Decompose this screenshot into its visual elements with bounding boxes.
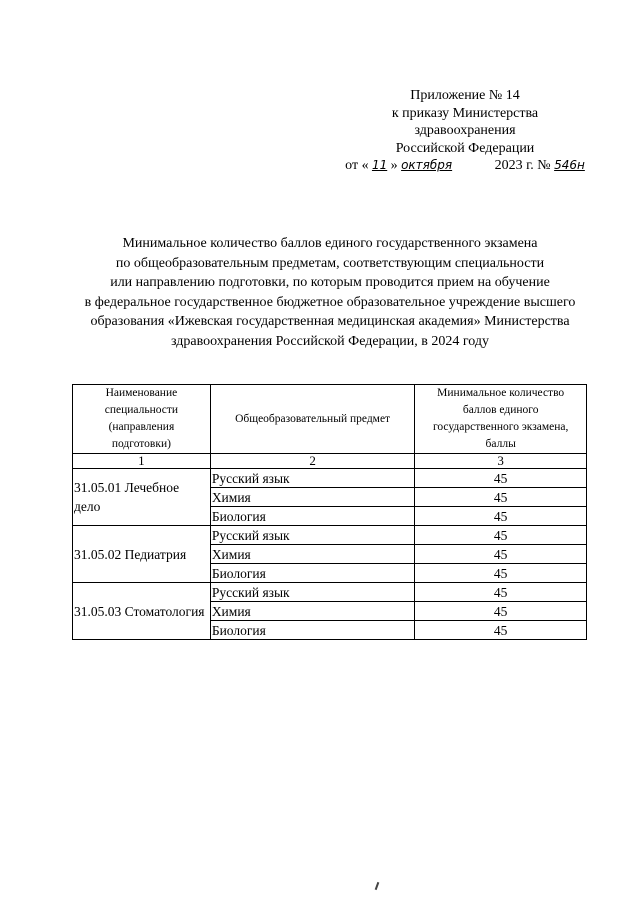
table-row — [73, 526, 587, 545]
score-cell: 45 — [415, 469, 587, 488]
subject-cell: Биология — [210, 621, 415, 640]
score-cell: 45 — [415, 621, 587, 640]
subject-cell: Химия — [210, 602, 415, 621]
title-line: в федеральное государственное бюджетное образовательное учреждение высшего — [84, 294, 576, 310]
title-line: по общеобразовательным предметам, соответствующим специальности — [115, 255, 545, 271]
header-specialty: Наименование специальности (направления подготовки) — [73, 385, 211, 454]
subject-cell: Русский язык — [210, 583, 415, 602]
score-cell: 45 — [415, 545, 587, 564]
title-line: здравоохранения Российской Федерации, в 2024 году — [171, 333, 489, 349]
title-line: Минимальное количество баллов единого государственного экзамена — [122, 236, 538, 251]
specialty-cell: 31.05.01 Лечебное дело — [73, 469, 211, 526]
table-row — [73, 469, 587, 488]
appendix-header — [330, 87, 600, 175]
title-line: или направлению подготовки, по которым проводится прием на обучение — [110, 275, 550, 290]
score-cell: 45 — [415, 583, 587, 602]
handwritten-order-number: 546н — [554, 158, 585, 172]
table-row — [73, 583, 587, 602]
date-prefix: от « — [345, 158, 369, 173]
title-line: образования «Ижевская государственная медицинская академия» Министерства — [90, 314, 570, 329]
handwritten-month: октября — [401, 158, 453, 172]
subject-cell: Биология — [210, 564, 415, 583]
column-number: 2 — [210, 454, 415, 469]
scan-mark — [375, 882, 380, 890]
table-number-row — [73, 454, 587, 469]
header-subject: Общеобразовательный предмет — [210, 385, 415, 454]
score-cell: 45 — [415, 507, 587, 526]
score-cell: 45 — [415, 526, 587, 545]
appendix-order-ref: к приказу Министерства — [391, 105, 539, 121]
appendix-number: Приложение № 14 — [410, 88, 520, 103]
appendix-federation: Российской Федерации — [395, 140, 535, 156]
appendix-ministry: здравоохранения — [414, 123, 516, 138]
column-number: 3 — [415, 454, 587, 469]
specialty-cell: 31.05.02 Педиатрия — [73, 526, 211, 583]
header-min-score: Минимальное количество баллов единого государственного экзамена, баллы — [415, 385, 587, 454]
score-cell: 45 — [415, 488, 587, 507]
date-mid: » — [390, 158, 398, 173]
subject-cell: Биология — [210, 507, 415, 526]
column-number: 1 — [73, 454, 211, 469]
document-title — [40, 234, 620, 351]
score-cell: 45 — [415, 564, 587, 583]
subject-cell: Химия — [210, 545, 415, 564]
scores-table — [72, 384, 587, 640]
appendix-date-line — [330, 157, 600, 175]
date-year: 2023 г. № — [494, 158, 551, 173]
specialty-cell: 31.05.03 Стоматология — [73, 583, 211, 640]
subject-cell: Русский язык — [210, 469, 415, 488]
subject-cell: Русский язык — [210, 526, 415, 545]
table-header-row — [73, 385, 587, 454]
handwritten-day: 11 — [371, 158, 388, 172]
subject-cell: Химия — [210, 488, 415, 507]
score-cell: 45 — [415, 602, 587, 621]
